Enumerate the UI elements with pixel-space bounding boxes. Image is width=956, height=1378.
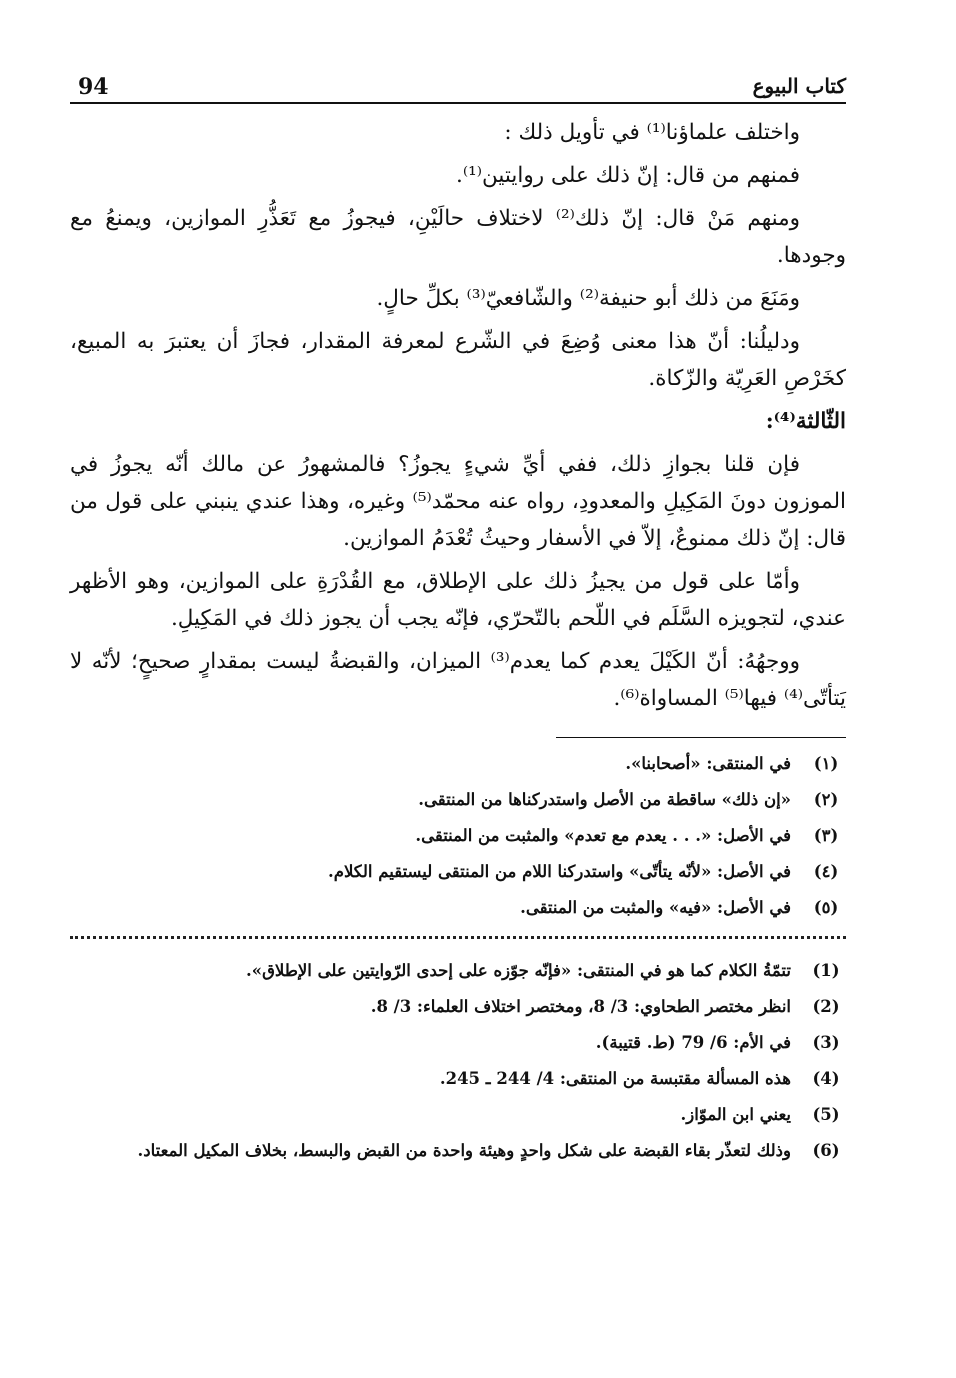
footnote-number: (1) [812,961,840,980]
footnote-divider [556,737,846,738]
footnote [70,953,846,989]
footnote-text: وذلك لتعذّر بقاء القبضة على شكل واحدٍ وهيئة واحدة من القبض والبسط، بخلاف المكيل المعتاد. [137,1141,791,1160]
paragraph: ومنهم مَنْ قال: إنّ ذلك⁽²⁾ لاختلاف حالَيْنِ، فيجوزُ مع تَعَذُّرِ الموازين، ويمنعُ مع وجودها. [70,206,846,268]
footnote-number: (٣) [813,826,839,845]
footnote [70,1025,846,1061]
footnote-number: (2) [812,997,840,1016]
page-number: 94 [78,74,109,100]
footnote-number: (١) [813,754,839,773]
footnote [70,1133,846,1169]
footnote-text: انظر مختصر الطحاوي: 3/ 8، ومختصر اختلاف العلماء: 3/ 8. [370,997,791,1016]
footnote [70,1097,846,1133]
footnote [70,989,846,1025]
footnote-text: في الأصل: «لأنّه يتأتّى» واستدركنا اللام من المنتقى ليستقيم الكلام. [327,862,791,881]
footnote-text: «إن ذلك» ساقطة من الأصل واستدركناها من المنتقى. [418,790,791,809]
paragraph: ودليلُنا: أنّ هذا معنى وُضِعَ في الشّرع لمعرفة المقدار، فجازَ أن يعتبرَ به المبيع، كخَرْصِ العَرِيّة والزّكاة. [70,329,846,391]
footnote-dotted-divider [70,936,846,939]
footnote-text: تتمّةُ الكلام كما هو في المنتقى: «فإنّه جوّزه على إحدى الرّوايتين على الإطلاق». [246,961,791,980]
footnote [70,854,846,890]
footnote [70,818,846,854]
footnote-text: في المنتقى: «أصحابنا». [625,754,791,773]
paragraph: ووجهُهُ: أنّ الكَيْلَ يعدم كما يعدم⁽³⁾ الميزان، والقبضةُ ليست بمقدارٍ صحيحٍ؛ لأنّه لا يَتأتّى⁽⁴⁾ فيها⁽⁵⁾ المساواة⁽⁶⁾. [70,649,846,711]
footnote-number: (٥) [813,898,839,917]
footnotes-author [70,953,846,1169]
footnote-text: في الأم: 6/ 79 (ط. قتيبة). [595,1033,791,1052]
footnote-number: (6) [812,1141,840,1160]
running-title: كتاب البيوع [752,74,846,98]
paragraph: ومَنَعَ من ذلك أبو حنيفة⁽²⁾ والشّافعيّ⁽³⁾ بكلِّ حالٍ. [376,286,800,311]
paragraph: وأمّا على قول من يجيزُ ذلك على الإطلاق، مع القُدْرَةِ على الموازين، وهو الأظهر عندي، لتجويزه السَّلَم في اللّحم بالتّحرّي، فإنّه يجب أن يجوز ذلك في المَكِيلِ. [70,569,846,631]
footnote-text: هذه المسألة مقتبسة من المنتقى: 4/ 244 ـ 245. [439,1069,791,1088]
footnote-text: يعني ابن الموّاز. [680,1105,791,1124]
footnote [70,890,846,926]
main-text [70,114,846,1169]
footnote [70,746,846,782]
page [70,72,846,1169]
footnote-number: (٢) [813,790,839,809]
footnote [70,782,846,818]
footnote-number: (3) [812,1033,840,1052]
paragraph: فإن قلنا بجوازِ ذلك، ففي أيِّ شيءٍ يجوزُ؟ فالمشهورُ عن مالك أنّه يجوزُ في الموزون دونَ المَكِيلِ والمعدودِ، رواه عنه محمّد⁽⁵⁾ وغيره، وهذا عندي ينبني على قول من قال: إنّ ذلك ممنوعٌ، إلاّ في الأسفار وحيثُ تُعْدَمُ الموازين. [70,452,846,551]
footnote [70,1061,846,1097]
footnote-number: (5) [812,1105,840,1124]
footnote-number: (٤) [813,862,839,881]
paragraph: فمنهم من قال: إنّ ذلك على روايتين⁽¹⁾. [456,163,800,188]
page-header [70,72,846,104]
section-heading: الثّالثة⁽⁴⁾: [765,409,846,434]
footnotes-editor [70,746,846,926]
paragraph: واختلف علماؤنا⁽¹⁾ في تأويل ذلك : [504,120,800,145]
footnote-number: (4) [812,1069,840,1088]
footnote-text: في الأصل: «. . . يعدم مع تعدم» والمثبت من المنتقى. [415,826,791,845]
footnote-text: في الأصل: «فيه» والمثبت من المنتقى. [520,898,791,917]
